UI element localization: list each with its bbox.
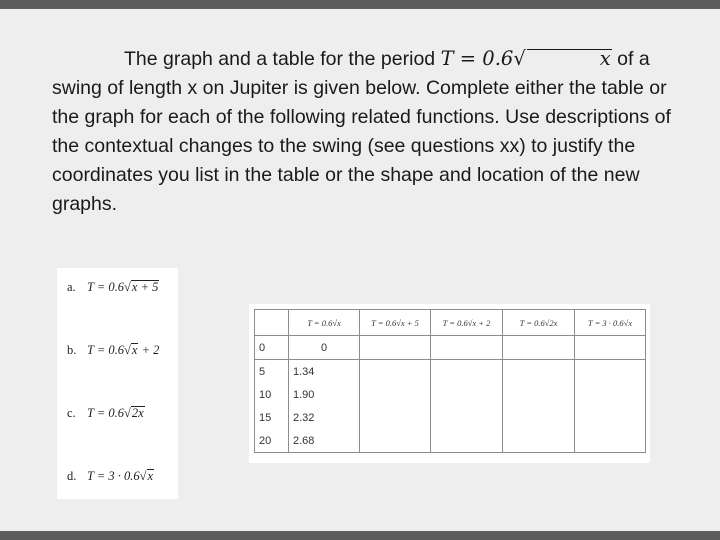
- cell-function-a[interactable]: [360, 406, 431, 429]
- cell-x: 10: [255, 383, 289, 406]
- table-header-row: [255, 310, 646, 336]
- intro-paragraph: [52, 44, 692, 219]
- cell-function-b[interactable]: [431, 406, 503, 429]
- table-row: [255, 336, 646, 360]
- cell-function-c[interactable]: [503, 429, 575, 453]
- function-letter: c.: [67, 406, 76, 420]
- function-expression: T = 0.6√x + 2: [87, 343, 160, 357]
- period-formula: T = 0.6√ x: [440, 47, 611, 70]
- function-list-panel: [57, 268, 178, 499]
- cell-base-value: 2.68: [289, 429, 360, 453]
- cell-function-d[interactable]: [575, 383, 646, 406]
- function-radicand: x + 5: [131, 280, 159, 294]
- function-expression: T = 0.6√x + 5: [87, 280, 159, 294]
- cell-function-c[interactable]: [503, 336, 575, 360]
- function-radicand: 2x: [131, 406, 144, 420]
- function-prefix: T = 0.6: [87, 343, 125, 357]
- cell-function-b[interactable]: [431, 429, 503, 453]
- cell-x: 5: [255, 360, 289, 384]
- table-row: [255, 429, 646, 453]
- header-x: [255, 310, 289, 336]
- value-table-panel: [249, 304, 650, 463]
- cell-x: 15: [255, 406, 289, 429]
- bottom-border-bar: [0, 531, 720, 540]
- function-letter: b.: [67, 343, 77, 357]
- intro-text-after: of a swing of length x on Jupiter is given below. Complete either the table or the graph for each of the following related functions. Use descriptions of the contextual changes to the swing (see questions xx) to justify the coordinates you list in the table or the shape and location of the new graphs.: [52, 48, 671, 215]
- function-radicand: x: [131, 343, 138, 357]
- cell-base-value: 2.32: [289, 406, 360, 429]
- value-table: [254, 309, 646, 453]
- function-letter: a.: [67, 280, 76, 294]
- cell-function-a[interactable]: [360, 429, 431, 453]
- cell-function-c[interactable]: [503, 360, 575, 384]
- table-row: [255, 360, 646, 384]
- cell-function-b[interactable]: [431, 336, 503, 360]
- header-function-d: T = 3 · 0.6√x: [575, 310, 646, 336]
- function-item-c: [67, 406, 145, 421]
- period-formula-radicand: x: [527, 49, 612, 68]
- cell-function-a[interactable]: [360, 336, 431, 360]
- function-prefix: T = 0.6: [87, 280, 125, 294]
- intro-text-before: The graph and a table for the period: [124, 48, 441, 70]
- cell-x: 20: [255, 429, 289, 453]
- cell-function-d[interactable]: [575, 336, 646, 360]
- cell-x: 0: [255, 336, 289, 360]
- cell-function-b[interactable]: [431, 360, 503, 384]
- cell-function-b[interactable]: [431, 383, 503, 406]
- function-suffix: + 2: [138, 343, 160, 357]
- cell-base-value: 1.34: [289, 360, 360, 384]
- header-function-a: T = 0.6√x + 5: [360, 310, 431, 336]
- cell-function-c[interactable]: [503, 383, 575, 406]
- table-row: [255, 406, 646, 429]
- cell-function-d[interactable]: [575, 429, 646, 453]
- top-border-bar: [0, 0, 720, 9]
- function-prefix: T = 0.6: [87, 406, 125, 420]
- header-function-c: T = 0.6√2x: [503, 310, 575, 336]
- function-item-d: [67, 469, 154, 484]
- cell-function-a[interactable]: [360, 383, 431, 406]
- cell-function-d[interactable]: [575, 406, 646, 429]
- function-expression: T = 3 · 0.6√x: [87, 469, 154, 483]
- function-radicand: x: [147, 469, 154, 483]
- cell-base-value: 1.90: [289, 383, 360, 406]
- function-expression: T = 0.6√2x: [87, 406, 144, 420]
- function-prefix: T = 3 · 0.6: [87, 469, 140, 483]
- header-function-b: T = 0.6√x + 2: [431, 310, 503, 336]
- function-item-a: [67, 280, 159, 295]
- function-letter: d.: [67, 469, 77, 483]
- header-base-function: T = 0.6√x: [289, 310, 360, 336]
- table-row: [255, 383, 646, 406]
- cell-base-value: 0: [289, 336, 360, 360]
- function-item-b: [67, 343, 159, 358]
- cell-function-d[interactable]: [575, 360, 646, 384]
- period-formula-lhs: T = 0.6: [440, 47, 514, 70]
- cell-function-a[interactable]: [360, 360, 431, 384]
- cell-function-c[interactable]: [503, 406, 575, 429]
